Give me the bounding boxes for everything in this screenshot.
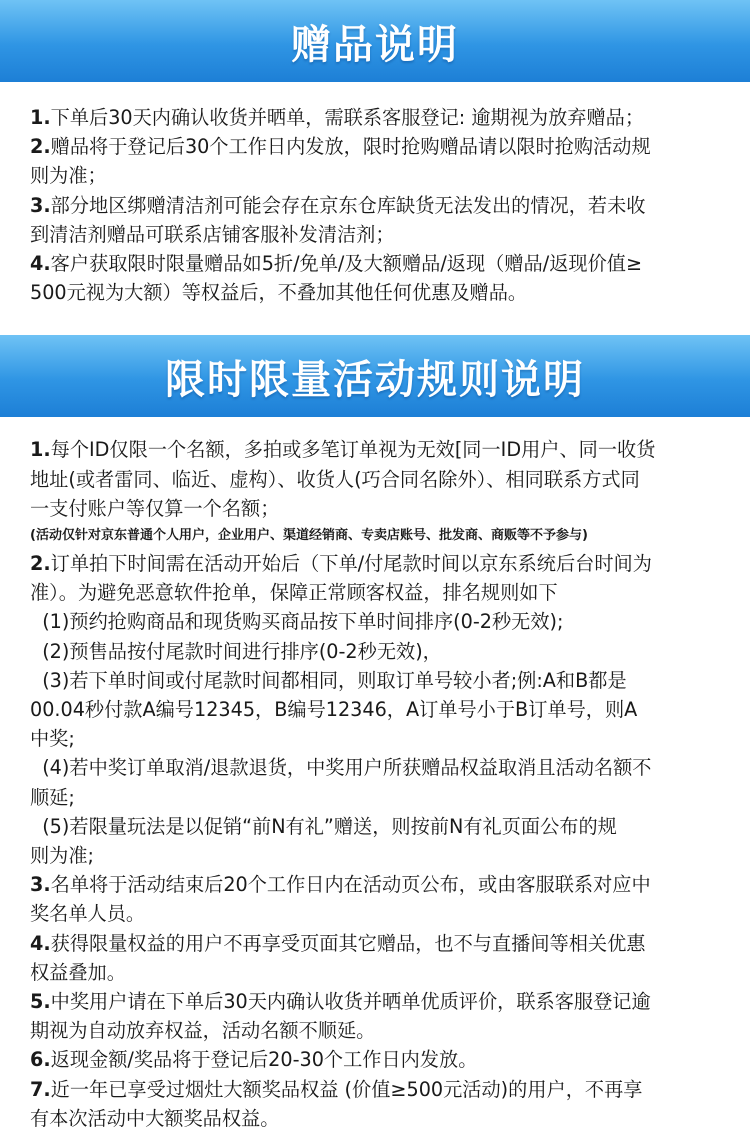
rule-text-line bbox=[30, 812, 720, 841]
gift-banner-title: 赠品说明 bbox=[291, 21, 459, 68]
rule-text: 部分地区绑赠清洁剂可能会存在京东仓库缺货无法发出的情况，若未收 bbox=[50, 193, 646, 217]
rule-text-line bbox=[30, 1075, 720, 1104]
rule-number: 4. bbox=[30, 252, 51, 276]
rule-text: 赠品将于登记后30个工作日内发放，限时抢购赠品请以限时抢购活动规 bbox=[50, 135, 651, 159]
rule-text-line bbox=[30, 103, 720, 132]
rule-text-line bbox=[30, 578, 720, 607]
rule-text: 获得限量权益的用户不再享受页面其它赠品，也不与直播间等相关优惠 bbox=[50, 931, 646, 955]
rule-text: 下单后30天内确认收货并晒单，需联系客服登记: 逾期视为放弃赠品； bbox=[50, 106, 645, 129]
rule-text-line bbox=[30, 637, 720, 666]
rule-text: 顺延; bbox=[30, 785, 75, 809]
rule-number: 5. bbox=[30, 990, 51, 1014]
rule-text: (活动仅针对京东普通个人用户，企业用户、渠道经销商、专卖店账号、批发商、商贩等不予参与) bbox=[30, 528, 588, 544]
rules-banner bbox=[0, 335, 750, 417]
rule-number: 2. bbox=[30, 135, 51, 159]
rule-text: 订单拍下时间需在活动开始后（下单/付尾款时间以京东系统后台时间为 bbox=[50, 552, 652, 576]
rule-text-line bbox=[30, 249, 720, 278]
rule-text-line bbox=[30, 1016, 720, 1045]
rule-text-line bbox=[30, 987, 720, 1016]
rule-number: 2. bbox=[30, 552, 51, 576]
rule-text-line bbox=[30, 1045, 720, 1074]
rule-text-line bbox=[30, 465, 720, 494]
rule-text: 准）。为避免恶意软件抢单，保障正常顾客权益，排名规则如下 bbox=[30, 581, 558, 605]
rule-number: 3. bbox=[30, 193, 51, 217]
rule-text-line bbox=[30, 549, 720, 578]
rule-text: 地址(或者雷同、临近、虚构）、收货人(巧合同名除外）、相同联系方式同 bbox=[30, 467, 640, 491]
rule-text: 每个ID仅限一个名额，多拍或多笔订单视为无效[同一ID用户、同一收货 bbox=[50, 438, 656, 462]
rule-text: 返现金额/奖品将于登记后20-30个工作日内发放。 bbox=[50, 1048, 478, 1072]
rule-number: 1. bbox=[30, 438, 51, 462]
rule-text: 奖名单人员。 bbox=[30, 902, 146, 926]
rule-text: (5)若限量玩法是以促销“前N有礼”赠送，则按前N有礼页面公布的规 bbox=[30, 814, 617, 838]
rule-text-line bbox=[30, 899, 720, 928]
rule-text: 中奖用户请在下单后30天内确认收货并晒单优质评价，联系客服登记逾 bbox=[50, 990, 651, 1014]
rule-text-line bbox=[30, 666, 720, 695]
rule-text-line bbox=[30, 220, 720, 249]
rule-text: 期视为自动放弃权益，活动名额不顺延。 bbox=[30, 1019, 376, 1043]
rule-number: 4. bbox=[30, 931, 51, 955]
rule-text-line bbox=[30, 870, 720, 899]
gift-rules-section bbox=[0, 82, 750, 307]
rule-text-line bbox=[30, 435, 720, 464]
rule-number: 6. bbox=[30, 1048, 51, 1072]
rule-text: 到清洁剂赠品可联系店铺客服补发清洁剂； bbox=[30, 222, 395, 246]
rule-text-line bbox=[30, 607, 720, 636]
rule-text: 权益叠加。 bbox=[30, 960, 126, 984]
rule-text-line bbox=[30, 753, 720, 782]
rule-text-line bbox=[30, 132, 720, 161]
rule-text: 一支付账户等仅算一个名额； bbox=[30, 496, 280, 520]
rule-text: (3)若下单时间或付尾款时间都相同，则取订单号较小者;例:A和B都是 bbox=[30, 668, 627, 692]
rule-text-line bbox=[30, 494, 720, 523]
rule-text-line bbox=[30, 958, 720, 987]
rule-text-line bbox=[30, 783, 720, 812]
rule-text: 00.04秒付款A编号12345，B编号12346，A订单号小于B订单号，则A bbox=[30, 698, 638, 722]
rule-text: (4)若中奖订单取消/退款退货，中奖用户所获赠品权益取消且活动名额不 bbox=[30, 756, 652, 780]
gift-banner bbox=[0, 0, 750, 82]
rule-text: 则为准; bbox=[30, 844, 95, 868]
rule-text: 500元视为大额）等权益后，不叠加其他任何优惠及赠品。 bbox=[30, 281, 528, 305]
rule-text: 名单将于活动结束后20个工作日内在活动页公布，或由客服联系对应中 bbox=[50, 873, 651, 897]
rules-banner-title: 限时限量活动规则说明 bbox=[165, 356, 585, 403]
rule-text-line bbox=[30, 724, 720, 753]
rule-text: 有本次活动中大额奖品权益。 bbox=[30, 1106, 280, 1130]
rule-text-line bbox=[30, 929, 720, 958]
rule-number: 1. bbox=[30, 106, 51, 129]
rule-text: 客户获取限时限量赠品如5折/免单/及大额赠品/返现（赠品/返现价值≥ bbox=[50, 252, 643, 276]
activity-rules-section bbox=[0, 417, 750, 1133]
rule-text-line bbox=[30, 278, 720, 307]
rule-text-line bbox=[30, 695, 720, 724]
rule-text: (2)预售品按付尾款时间进行排序(0-2秒无效)， bbox=[30, 639, 442, 663]
rule-text-line bbox=[30, 161, 720, 190]
rule-number: 7. bbox=[30, 1077, 51, 1101]
rule-text: (1)预约抢购商品和现货购买商品按下单时间排序(0-2秒无效); bbox=[30, 610, 564, 634]
rule-text: 则为准； bbox=[30, 164, 107, 188]
rule-text-line bbox=[30, 841, 720, 870]
rule-note-line bbox=[30, 523, 720, 549]
rule-text-line bbox=[30, 1104, 720, 1133]
rule-text: 中奖; bbox=[30, 727, 75, 751]
rule-text: 近一年已享受过烟灶大额奖品权益 (价值≥500元活动)的用户，不再享 bbox=[50, 1077, 643, 1101]
rule-number: 3. bbox=[30, 873, 51, 897]
rule-text-line bbox=[30, 191, 720, 220]
